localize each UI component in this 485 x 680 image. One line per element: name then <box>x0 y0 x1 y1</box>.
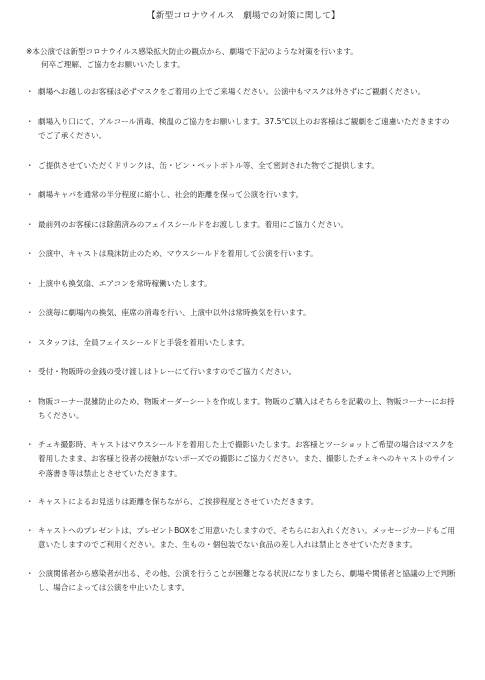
measures-list <box>26 85 461 596</box>
measure-item: ・ 劇場へお越しのお客様は必ずマスクをご着用の上でご来場ください。公演中もマスクは外さずにご観劇ください。 <box>26 85 461 100</box>
measure-item: ・ スタッフは、全員フェイスシールドと手袋を着用いたします。 <box>26 336 461 351</box>
measure-item: ・ 最前列のお客様には除菌済みのフェイスシールドをお渡しします。着用にご協力ください。 <box>26 218 461 233</box>
document-title: 【新型コロナウイルス 劇場での対策に関して】 <box>147 11 340 21</box>
measure-item: ・ 公演毎に劇場内の換気、座席の消毒を行い、上演中以外は常時換気を行います。 <box>26 306 461 321</box>
intro-line-2: 何卒ご理解、ご協力をお願いいたします。 <box>41 60 185 69</box>
measure-item: ・ 公演中、キャストは飛沫防止のため、マウスシールドを着用して公演を行います。 <box>26 247 461 262</box>
intro-text <box>26 45 461 71</box>
measure-item: ・ ご提供させていただくドリンクは、缶・ビン・ペットボトル等、全て密封された物でご提供します。 <box>26 159 461 174</box>
measure-item: ・ 劇場入り口にて、アルコール消毒、検温のご協力をお願いします。37.5℃以上のお客様はご観劇をご遠慮いただきますのでご了承ください。 <box>26 115 461 144</box>
measure-item: ・ キャストへのプレゼントは、プレゼントBOXをご用意いたしますので、そちらにお入れください。メッセージカードもご用意いたしますのでご利用ください。また、生もの・個包装でない食品の差し入れは禁止とさせていただきます。 <box>26 524 461 553</box>
measure-item: ・ キャストによるお見送りは距離を保ちながら、ご挨拶程度とさせていただきます。 <box>26 495 461 510</box>
measure-item: ・ チェキ撮影時、キャストはマウスシールドを着用した上で撮影いたします。お客様とツーショットご希望の場合はマスクを着用したまま、お客様と役者の接触がないポーズでの撮影にご協力ください。また、撮影したチェキへのキャストのサインや落書き等は禁止とさせていただきます。 <box>26 438 461 482</box>
measure-item: ・ 物販コーナー混雑防止のため、物販オーダーシートを作成します。物販のご購入はそちらを記載の上、物販コーナーにお持ちください。 <box>26 395 461 424</box>
measure-item: ・ 受付・物販時の金銭の受け渡しはトレーにて行いますのでご協力ください。 <box>26 365 461 380</box>
measure-item: ・ 劇場キャパを通常の半分程度に縮小し、社会的距離を保って公演を行います。 <box>26 188 461 203</box>
measure-item: ・ 上演中も換気扇、エアコンを常時稼働いたします。 <box>26 277 461 292</box>
measure-item: ・ 公演関係者から感染者が出る、その他、公演を行うことが困難となる状況になりましたら、劇場や関係者と協議の上で判断し、場合によっては公演を中止いたします。 <box>26 567 461 596</box>
intro-line-1: ※本公演では新型コロナウイルス感染拡大防止の観点から、劇場で下記のような対策を行います。 <box>26 47 358 56</box>
